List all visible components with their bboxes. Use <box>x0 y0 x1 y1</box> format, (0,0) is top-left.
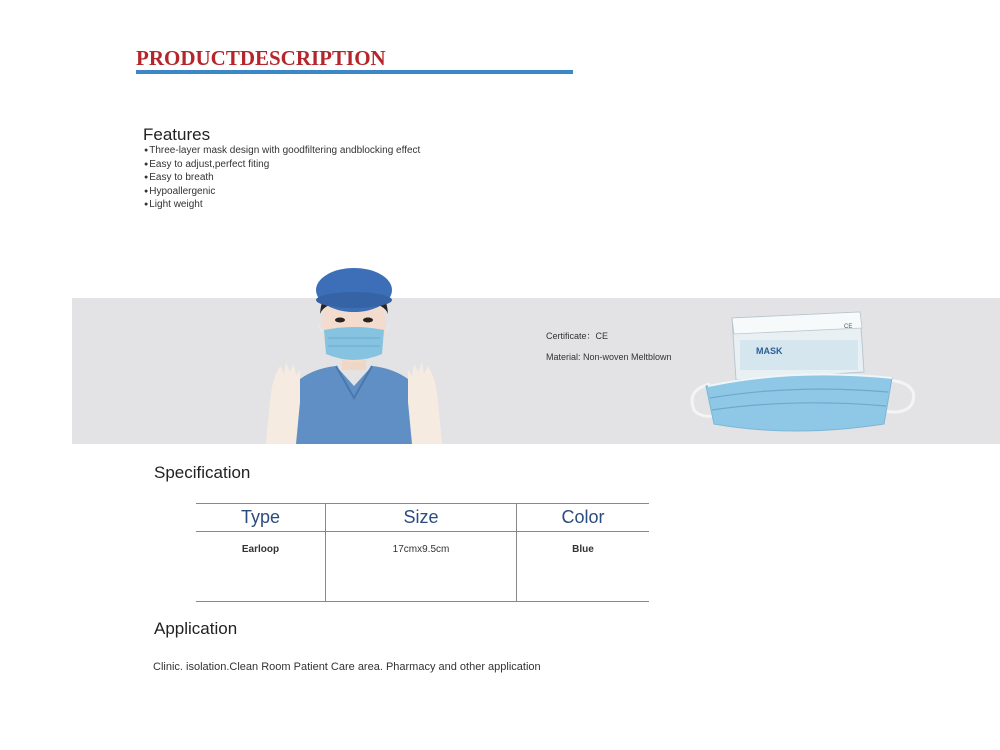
specification-table <box>196 503 649 602</box>
title-underline <box>136 70 573 74</box>
column-header-type: Type <box>196 504 326 532</box>
certificate-text: Certificate：CE <box>546 331 609 341</box>
box-badge: CE <box>844 324 853 330</box>
material-text: Material: Non-woven Meltblown <box>546 352 672 362</box>
feature-item: ● Easy to adjust,perfect fiting <box>144 159 420 173</box>
feature-item: ● Three-layer mask design with goodfiltering andblocking effect <box>144 145 420 159</box>
application-text: Clinic. isolation.Clean Room Patient Care area. Pharmacy and other application <box>153 661 541 673</box>
cell-type: Earloop <box>196 532 326 602</box>
application-heading: Application <box>154 619 238 638</box>
column-header-size: Size <box>326 504 517 532</box>
feature-item: ● Light weight <box>144 199 420 213</box>
nurse-wearing-mask-image <box>258 262 450 444</box>
table-header-row <box>196 504 649 532</box>
cell-size: 17cmx9.5cm <box>326 532 517 602</box>
table-row <box>196 532 649 602</box>
features-heading: Features <box>143 125 211 144</box>
feature-item: ● Hypoallergenic <box>144 186 420 200</box>
cell-color: Blue <box>517 532 650 602</box>
specification-heading: Specification <box>154 463 251 482</box>
column-header-color: Color <box>517 504 650 532</box>
feature-item: ● Easy to breath <box>144 172 420 186</box>
box-label: MASK <box>756 346 783 356</box>
features-list <box>144 145 420 213</box>
page-title: PRODUCTDESCRIPTION <box>136 46 386 70</box>
mask-box-product-image <box>684 306 924 440</box>
